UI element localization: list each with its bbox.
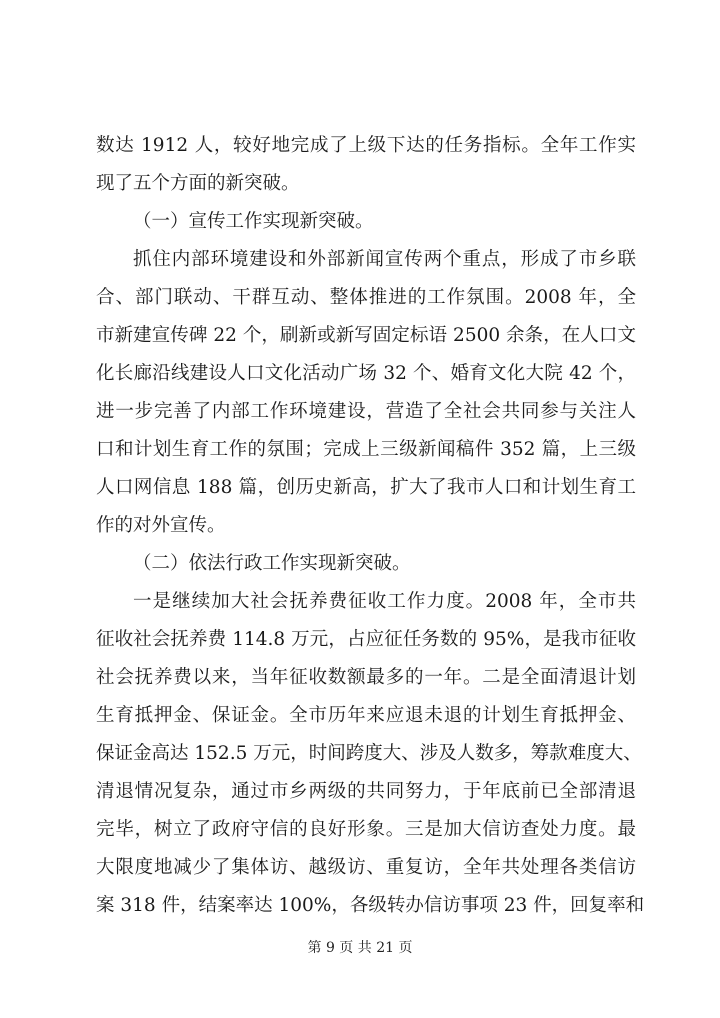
paragraph-line: 一是继续加大社会抚养费征收工作力度。2008 年，全市共 xyxy=(133,591,636,612)
paragraph-line: 社会抚养费以来，当年征收数额最多的一年。二是全面清退计划 xyxy=(96,667,636,688)
paragraph-line: 口和计划生育工作的氛围；完成上三级新闻稿件 352 篇，上三级 xyxy=(96,439,636,460)
paragraph-line: 进一步完善了内部工作环境建设，营造了全社会共同参与关注人 xyxy=(96,401,636,422)
paragraph-line: 清退情况复杂，通过市乡两级的共同努力，于年底前已全部清退 xyxy=(96,781,636,802)
paragraph-line: 保证金高达 152.5 万元，时间跨度大、涉及人数多，筹款难度大、 xyxy=(96,743,642,764)
paragraph-line: 市新建宣传碑 22 个，刷新或新写固定标语 2500 余条，在人口文 xyxy=(96,325,636,346)
paragraph-line: 作的对外宣传。 xyxy=(96,515,226,536)
paragraph-line: 大限度地减少了集体访、越级访、重复访，全年共处理各类信访 xyxy=(96,857,636,878)
paragraph-line: 案 318 件，结案率达 100%，各级转办信访事项 23 件，回复率和 xyxy=(96,895,645,916)
paragraph-line: 完毕，树立了政府守信的良好形象。三是加大信访查处力度。最 xyxy=(96,819,636,840)
paragraph-line: 人口网信息 188 篇，创历史新高，扩大了我市人口和计划生育工 xyxy=(96,477,636,498)
paragraph-line: 抓住内部环境建设和外部新闻宣传两个重点，形成了市乡联 xyxy=(133,249,636,270)
paragraph-line: 现了五个方面的新突破。 xyxy=(96,173,300,194)
page-number-footer: 第 9 页 共 21 页 xyxy=(307,940,413,956)
section-heading: （二）依法行政工作实现新突破。 xyxy=(133,553,411,574)
paragraph-line: 化长廊沿线建设人口文化活动广场 32 个、婚育文化大院 42 个， xyxy=(96,363,636,384)
paragraph-line: 数达 1912 人，较好地完成了上级下达的任务指标。全年工作实 xyxy=(96,135,636,156)
paragraph-line: 生育抵押金、保证金。全市历年来应退未退的计划生育抵押金、 xyxy=(96,705,636,726)
paragraph-line: 合、部门联动、干群互动、整体推进的工作氛围。2008 年，全 xyxy=(96,287,636,308)
section-heading: （一）宣传工作实现新突破。 xyxy=(133,211,374,232)
paragraph-line: 征收社会抚养费 114.8 万元，占应征任务数的 95%，是我市征收 xyxy=(96,629,636,650)
